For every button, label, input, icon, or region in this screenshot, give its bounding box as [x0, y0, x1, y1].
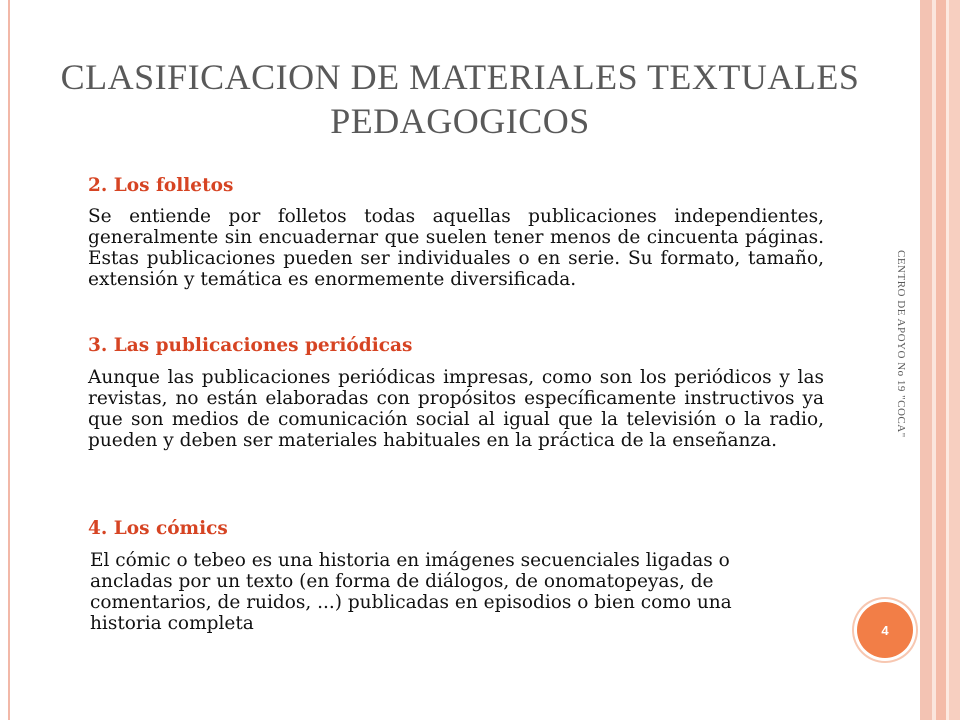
slide-title: CLASIFICACION DE MATERIALES TEXTUALES PEDAGOGICOS	[60, 57, 860, 141]
decorative-side-stripes	[918, 0, 960, 720]
section-text-folletos: Se entiende por folletos todas aquellas publicaciones independientes, generalmente sin encuadernar que suelen tener menos de cincuenta páginas. Estas publicaciones pueden ser individuales o en serie. Su formato, tamaño, extensión y temática es enormemente diversificada.	[88, 206, 824, 290]
section-heading-publicaciones: 3. Las publicaciones periódicas	[88, 335, 413, 356]
section-text-publicaciones: Aunque las publicaciones periódicas impresas, como son los periódicos y las revistas, no están elaboradas con propósitos específicamente instructivos ya que son medios de comunicación social al igual que la televisión o la radio, pueden y deben ser materiales habituales en la práctica de la enseñanza.	[88, 367, 824, 451]
section-heading-comics: 4. Los cómics	[88, 518, 228, 539]
section-text-comics: El cómic o tebeo es una historia en imágenes secuenciales ligadas o ancladas por un texto (en forma de diálogos, de onomatopeyas, de comentarios, de ruidos, ...) publicadas en episodios o bien como una historia completa	[90, 550, 732, 634]
side-vertical-caption: CENTRO DE APOYO No 19 "COCA"	[895, 250, 907, 438]
left-frame-line	[8, 0, 10, 720]
page-number-badge: 4	[857, 602, 913, 658]
section-heading-folletos: 2. Los folletos	[88, 175, 234, 196]
